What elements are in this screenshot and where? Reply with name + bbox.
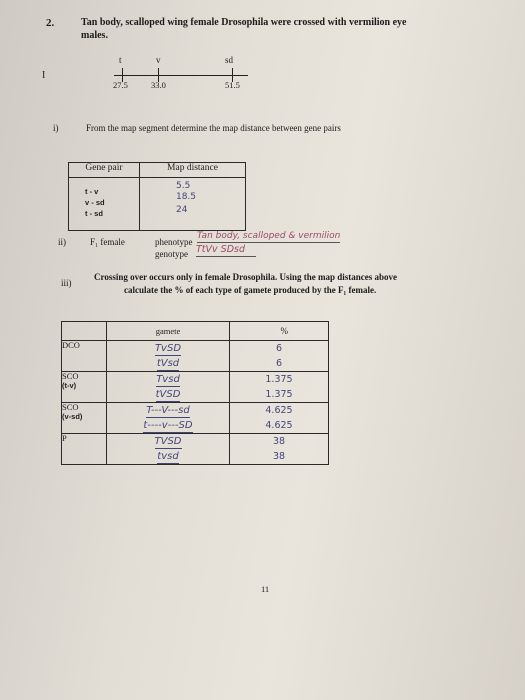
map-distance-cell [139, 178, 245, 231]
gamete-dco-1: TvSD [154, 343, 182, 354]
map-distance-table [68, 162, 246, 231]
part-ii-label: ii) [58, 237, 66, 247]
part-iii-text-line-2: calculate the % of each type of gamete produced by the F₁ female. [124, 285, 377, 295]
class-sco-tv: SCO [62, 371, 79, 381]
table-row [62, 372, 329, 403]
map-position-t: 27.5 [113, 80, 128, 90]
roman-one-label: I [42, 70, 46, 81]
percent-sco-tv-2: 1.375 [265, 389, 293, 400]
gene-pair-v-sd: v - sd [85, 198, 105, 207]
map-distance-header: Map distance [139, 163, 245, 178]
gamete-dco-2: tVsd [156, 358, 180, 369]
map-gene-sd: sd [225, 55, 234, 65]
percent-dco-2: 6 [275, 358, 283, 369]
class-sco-vsd-sub: (v-sd) [62, 412, 83, 421]
class-p: P [62, 433, 67, 443]
question-number: 2. [46, 17, 55, 29]
question-stem-line-2: males. [81, 30, 108, 41]
question-stem-line-1: Tan body, scalloped wing female Drosophila were crossed with vermilion eye [81, 17, 407, 28]
phenotype-answer: Tan body, scalloped & vermilion [197, 231, 341, 241]
f1-female-label: F₁ female [90, 237, 125, 247]
percent-sco-tv-1: 1.375 [265, 374, 293, 385]
gene-pair-header: Gene pair [69, 163, 140, 178]
gamete-header: gamete [107, 322, 230, 341]
percent-sco-vsd-2: 4.625 [265, 420, 293, 431]
gamete-p-2: tvsd [157, 451, 179, 462]
percent-p-2: 38 [272, 451, 286, 462]
genotype-label: genotype [155, 249, 188, 259]
map-position-sd: 51.5 [225, 80, 240, 90]
gamete-p-1: TVSD [154, 436, 182, 447]
gamete-sco-tv-2: tVSD [155, 389, 181, 400]
distance-t-sd: 24 [175, 205, 188, 215]
map-position-v: 33.0 [151, 80, 166, 90]
part-i-instruction: From the map segment determine the map distance between gene pairs [86, 123, 341, 133]
table-row [62, 403, 329, 434]
distance-t-v: 5.5 [175, 181, 191, 191]
class-dco: DCO [62, 340, 80, 350]
page-number: 11 [261, 584, 270, 594]
map-gene-v: v [156, 55, 161, 65]
percent-header: % [230, 322, 329, 341]
gene-pair-cell [69, 178, 140, 231]
gene-pair-t-v: t - v [85, 187, 99, 196]
part-i-label: i) [53, 123, 59, 133]
percent-sco-vsd-1: 4.625 [265, 405, 293, 416]
gamete-sco-vsd-2: t----v---SD [143, 420, 193, 431]
gamete-sco-tv-1: Tvsd [156, 374, 180, 385]
table-row [62, 341, 329, 372]
gene-pair-t-sd: t - sd [85, 209, 103, 218]
table-row [62, 434, 329, 465]
percent-dco-1: 6 [275, 343, 283, 354]
phenotype-label: phenotype [155, 237, 193, 247]
genotype-answer: TtVv SDsd [196, 244, 256, 257]
class-sco-tv-sub: (t-v) [62, 381, 77, 390]
gamete-table [61, 321, 329, 465]
distance-v-sd: 18.5 [175, 192, 197, 202]
gamete-sco-vsd-1: T---V---sd [146, 405, 190, 416]
part-iii-label: iii) [61, 278, 72, 288]
part-iii-text-line-1: Crossing over occurs only in female Drosophila. Using the map distances above [94, 272, 398, 282]
percent-p-1: 38 [272, 436, 286, 447]
class-header-cell [62, 322, 107, 341]
map-gene-t: t [119, 55, 122, 65]
class-sco-vsd: SCO [62, 402, 79, 412]
map-line [114, 75, 248, 76]
